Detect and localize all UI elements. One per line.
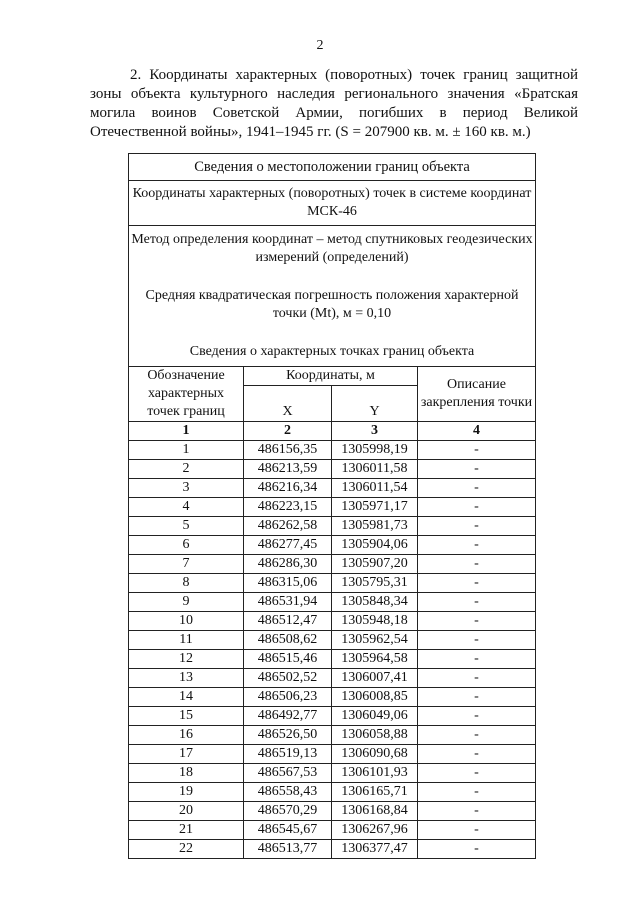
point-description: - bbox=[418, 783, 536, 802]
coord-x: 486567,53 bbox=[244, 764, 332, 783]
point-number: 21 bbox=[129, 821, 244, 840]
coord-x: 486315,06 bbox=[244, 574, 332, 593]
coord-x: 486531,94 bbox=[244, 593, 332, 612]
coord-x: 486526,50 bbox=[244, 726, 332, 745]
point-description: - bbox=[418, 593, 536, 612]
point-description: - bbox=[418, 612, 536, 631]
point-number: 4 bbox=[129, 498, 244, 517]
header-method-block bbox=[129, 226, 536, 367]
table-row bbox=[129, 707, 536, 726]
point-number: 12 bbox=[129, 650, 244, 669]
point-description: - bbox=[418, 802, 536, 821]
coord-y: 1306090,68 bbox=[332, 745, 418, 764]
point-description: - bbox=[418, 555, 536, 574]
coord-x: 486492,77 bbox=[244, 707, 332, 726]
coord-y: 1306101,93 bbox=[332, 764, 418, 783]
coord-y: 1306058,88 bbox=[332, 726, 418, 745]
table-row bbox=[129, 840, 536, 859]
col-number: 1 bbox=[129, 422, 244, 441]
col-x: X bbox=[244, 386, 332, 422]
point-number: 1 bbox=[129, 441, 244, 460]
coord-y: 1306267,96 bbox=[332, 821, 418, 840]
point-description: - bbox=[418, 441, 536, 460]
table-row bbox=[129, 460, 536, 479]
point-number: 2 bbox=[129, 460, 244, 479]
point-number: 15 bbox=[129, 707, 244, 726]
coord-x: 486515,46 bbox=[244, 650, 332, 669]
point-description: - bbox=[418, 574, 536, 593]
coord-x: 486156,35 bbox=[244, 441, 332, 460]
table-row bbox=[129, 688, 536, 707]
point-description: - bbox=[418, 688, 536, 707]
point-description: - bbox=[418, 707, 536, 726]
point-description: - bbox=[418, 840, 536, 859]
coord-y: 1306049,06 bbox=[332, 707, 418, 726]
point-number: 7 bbox=[129, 555, 244, 574]
table-row bbox=[129, 479, 536, 498]
coord-y: 1306168,84 bbox=[332, 802, 418, 821]
coord-x: 486262,58 bbox=[244, 517, 332, 536]
point-number: 14 bbox=[129, 688, 244, 707]
table-row bbox=[129, 593, 536, 612]
coord-x: 486519,13 bbox=[244, 745, 332, 764]
column-header-row bbox=[129, 367, 536, 386]
coord-y: 1305904,06 bbox=[332, 536, 418, 555]
point-number: 6 bbox=[129, 536, 244, 555]
coord-y: 1305998,19 bbox=[332, 441, 418, 460]
point-number: 17 bbox=[129, 745, 244, 764]
coord-y: 1306011,58 bbox=[332, 460, 418, 479]
table-row bbox=[129, 650, 536, 669]
point-number: 3 bbox=[129, 479, 244, 498]
coord-y: 1305964,58 bbox=[332, 650, 418, 669]
point-number: 10 bbox=[129, 612, 244, 631]
method-text: Метод определения координат – метод спутниковых геодезических измерений (определений) bbox=[131, 232, 533, 265]
coord-y: 1305795,31 bbox=[332, 574, 418, 593]
col-y: Y bbox=[332, 386, 418, 422]
table-row bbox=[129, 669, 536, 688]
point-description: - bbox=[418, 498, 536, 517]
coord-x: 486216,34 bbox=[244, 479, 332, 498]
coord-y: 1306008,85 bbox=[332, 688, 418, 707]
point-description: - bbox=[418, 650, 536, 669]
table-header-row bbox=[129, 154, 536, 181]
point-description: - bbox=[418, 517, 536, 536]
table-row bbox=[129, 745, 536, 764]
header-location: Сведения о местоположении границ объекта bbox=[129, 154, 536, 181]
coord-x: 486502,52 bbox=[244, 669, 332, 688]
point-number: 5 bbox=[129, 517, 244, 536]
col-coordinates: Координаты, м bbox=[244, 367, 418, 386]
point-number: 13 bbox=[129, 669, 244, 688]
point-number: 8 bbox=[129, 574, 244, 593]
table-header-row bbox=[129, 226, 536, 367]
table-row bbox=[129, 498, 536, 517]
point-number: 11 bbox=[129, 631, 244, 650]
point-description: - bbox=[418, 745, 536, 764]
table-row bbox=[129, 764, 536, 783]
table-row bbox=[129, 612, 536, 631]
point-description: - bbox=[418, 460, 536, 479]
accuracy-text: Средняя квадратическая погрешность положения характерной точки (Mt), м = 0,10 bbox=[145, 288, 519, 321]
col-number: 4 bbox=[418, 422, 536, 441]
coord-y: 1306377,47 bbox=[332, 840, 418, 859]
coordinates-table bbox=[128, 153, 536, 859]
table-row bbox=[129, 726, 536, 745]
coord-y: 1305907,20 bbox=[332, 555, 418, 574]
table-row bbox=[129, 821, 536, 840]
coord-x: 486286,30 bbox=[244, 555, 332, 574]
coord-x: 486513,77 bbox=[244, 840, 332, 859]
col-designation: Обозначение характерных точек границ bbox=[129, 367, 244, 422]
points-info-text: Сведения о характерных точках границ объекта bbox=[189, 344, 475, 359]
table-row bbox=[129, 783, 536, 802]
point-description: - bbox=[418, 669, 536, 688]
coord-x: 486223,15 bbox=[244, 498, 332, 517]
table-row bbox=[129, 555, 536, 574]
coord-y: 1306011,54 bbox=[332, 479, 418, 498]
table-header-row bbox=[129, 181, 536, 226]
column-number-row bbox=[129, 422, 536, 441]
coord-y: 1305971,17 bbox=[332, 498, 418, 517]
coord-y: 1306165,71 bbox=[332, 783, 418, 802]
point-number: 19 bbox=[129, 783, 244, 802]
point-description: - bbox=[418, 479, 536, 498]
point-description: - bbox=[418, 726, 536, 745]
coord-y: 1305948,18 bbox=[332, 612, 418, 631]
point-number: 9 bbox=[129, 593, 244, 612]
coord-x: 486512,47 bbox=[244, 612, 332, 631]
point-description: - bbox=[418, 764, 536, 783]
point-number: 16 bbox=[129, 726, 244, 745]
point-number: 20 bbox=[129, 802, 244, 821]
point-description: - bbox=[418, 536, 536, 555]
coord-x: 486545,67 bbox=[244, 821, 332, 840]
point-description: - bbox=[418, 631, 536, 650]
coord-y: 1305962,54 bbox=[332, 631, 418, 650]
point-number: 18 bbox=[129, 764, 244, 783]
coord-x: 486508,62 bbox=[244, 631, 332, 650]
col-description: Описание закрепления точки bbox=[418, 367, 536, 422]
col-number: 2 bbox=[244, 422, 332, 441]
point-number: 22 bbox=[129, 840, 244, 859]
coord-x: 486570,29 bbox=[244, 802, 332, 821]
table-row bbox=[129, 631, 536, 650]
point-description: - bbox=[418, 821, 536, 840]
page-number: 2 bbox=[316, 38, 324, 53]
coord-y: 1305981,73 bbox=[332, 517, 418, 536]
coord-y: 1306007,41 bbox=[332, 669, 418, 688]
header-coords-system: Координаты характерных (поворотных) точек в системе координат МСК-46 bbox=[129, 181, 536, 226]
table-row bbox=[129, 574, 536, 593]
coord-x: 486213,59 bbox=[244, 460, 332, 479]
coord-x: 486506,23 bbox=[244, 688, 332, 707]
coord-x: 486558,43 bbox=[244, 783, 332, 802]
table-row bbox=[129, 441, 536, 460]
col-number: 3 bbox=[332, 422, 418, 441]
coord-x: 486277,45 bbox=[244, 536, 332, 555]
coord-y: 1305848,34 bbox=[332, 593, 418, 612]
intro-paragraph: 2. Координаты характерных (поворотных) точек границ защитной зоны объекта культурного наследия регионального значения «Братская могила воинов Советской Армии, погибших в период Великой Отечественной войны», 1941–1945 гг. (S = 207900 кв. м. ± 160 кв. м.) bbox=[90, 67, 578, 140]
table-row bbox=[129, 517, 536, 536]
table-row bbox=[129, 802, 536, 821]
table-row bbox=[129, 536, 536, 555]
